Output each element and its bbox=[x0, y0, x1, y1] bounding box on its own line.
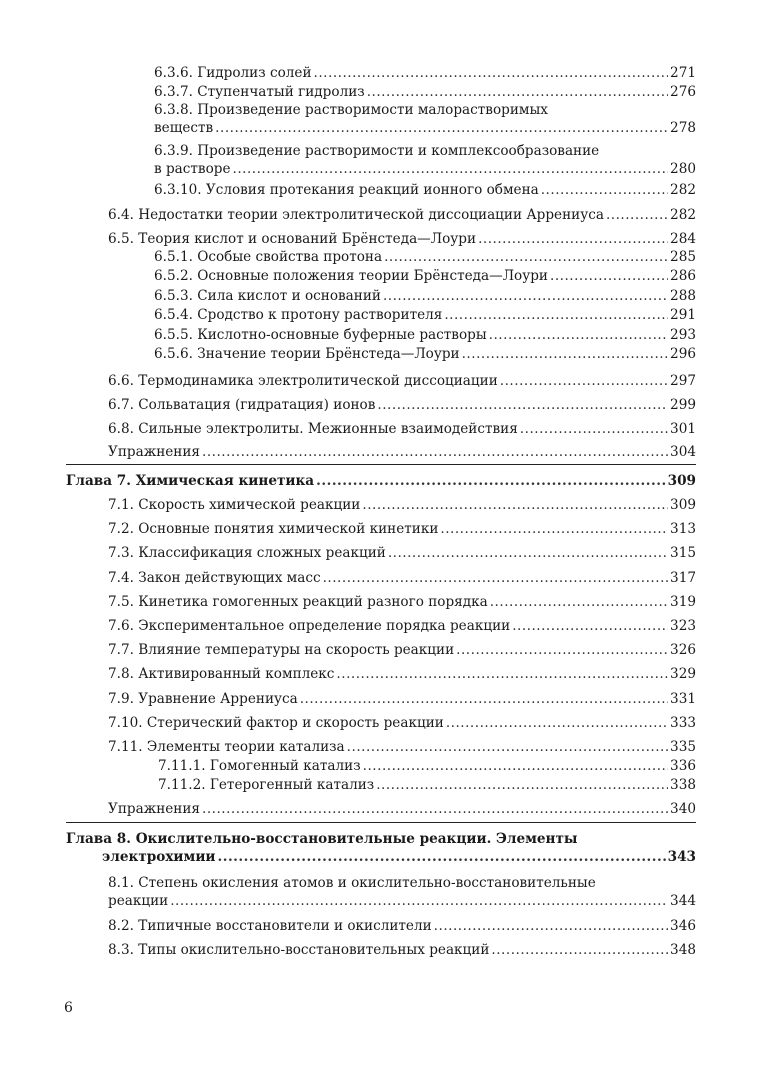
toc-entry-page: 329 bbox=[670, 666, 696, 682]
toc-entry-title: 8.1. Степень окисления атомов и окислительно-восстановительные bbox=[108, 875, 596, 891]
toc-entry-page: 276 bbox=[670, 84, 696, 100]
toc-entry-page: 286 bbox=[670, 268, 696, 284]
dot-leader bbox=[336, 665, 668, 683]
toc-entry[interactable] bbox=[66, 472, 696, 490]
toc-entry-page: 338 bbox=[670, 777, 696, 793]
toc-entry-title: 7.11.2. Гетерогенный катализ bbox=[158, 777, 375, 793]
dot-leader bbox=[217, 848, 665, 866]
dot-leader bbox=[444, 306, 668, 324]
toc-entry[interactable] bbox=[66, 420, 696, 438]
chapter-divider bbox=[66, 822, 696, 823]
toc-entry-title: 8.2. Типичные восстановители и окислители bbox=[108, 918, 432, 934]
toc-entry[interactable] bbox=[66, 917, 696, 935]
toc-entry[interactable] bbox=[66, 443, 696, 461]
toc-entry-title: в растворе bbox=[154, 161, 231, 177]
toc-entry-title: 7.10. Стерический фактор и скорость реакции bbox=[108, 715, 444, 731]
toc-entry-title: 6.3.10. Условия протекания реакций ионного обмена bbox=[154, 182, 539, 198]
toc-entry-title: 6.3.9. Произведение растворимости и комплексообразование bbox=[154, 143, 600, 159]
toc-entry-title: 6.3.6. Гидролиз солей bbox=[154, 65, 312, 81]
dot-leader bbox=[383, 287, 668, 305]
toc-entry[interactable] bbox=[66, 496, 696, 514]
dot-leader bbox=[316, 472, 665, 490]
toc-entry-page: 296 bbox=[670, 346, 696, 362]
toc-entry-title: 7.5. Кинетика гомогенных реакций разного порядка bbox=[108, 594, 488, 610]
dot-leader bbox=[491, 941, 668, 959]
toc-entry[interactable] bbox=[66, 593, 696, 611]
toc-entry-title: 8.3. Типы окислительно-восстановительных реакций bbox=[108, 942, 490, 958]
toc-entry[interactable] bbox=[66, 520, 696, 538]
toc-entry-page: 304 bbox=[670, 444, 696, 460]
dot-leader bbox=[489, 326, 668, 344]
toc-entry-page: 319 bbox=[670, 594, 696, 610]
dot-leader bbox=[478, 230, 668, 248]
toc-entry-title: 6.5.3. Сила кислот и оснований bbox=[154, 288, 381, 304]
dot-leader bbox=[512, 617, 668, 635]
toc-entry-title: 6.5.1. Особые свойства протона bbox=[154, 249, 383, 265]
toc-entry-page: 326 bbox=[670, 642, 696, 658]
toc-entry-title: 6.3.7. Ступенчатый гидролиз bbox=[154, 84, 365, 100]
dot-leader bbox=[362, 496, 668, 514]
toc-entry-title: Глава 7. Химическая кинетика bbox=[66, 473, 315, 489]
toc-entry-page: 291 bbox=[670, 307, 696, 323]
toc-entry[interactable] bbox=[66, 714, 696, 732]
dot-leader bbox=[384, 248, 668, 266]
toc-entry-title: 6.5.2. Основные положения теории Брёнстеда—Лоури bbox=[154, 268, 548, 284]
dot-leader bbox=[323, 569, 668, 587]
toc-entry-title: 7.11.1. Гомогенный катализ bbox=[158, 758, 361, 774]
toc-entry-title: 6.7. Сольватация (гидратация) ионов bbox=[108, 397, 376, 413]
toc-entry-page: 336 bbox=[670, 758, 696, 774]
dot-leader bbox=[446, 714, 668, 732]
dot-leader bbox=[300, 690, 668, 708]
dot-leader bbox=[363, 757, 668, 775]
toc-entry-title: 6.5.4. Сродство к протону растворителя bbox=[154, 307, 443, 323]
toc-entry-page: 299 bbox=[670, 397, 696, 413]
toc-entry-page: 333 bbox=[670, 715, 696, 731]
toc-entry[interactable] bbox=[66, 248, 696, 266]
toc-entry-page: 344 bbox=[670, 893, 696, 909]
dot-leader bbox=[520, 420, 668, 438]
page-number: 6 bbox=[64, 1000, 73, 1016]
toc-entry[interactable] bbox=[66, 830, 696, 866]
toc-entry-page: 297 bbox=[670, 373, 696, 389]
toc-entry-page: 317 bbox=[670, 570, 696, 586]
dot-leader bbox=[490, 593, 668, 611]
dot-leader bbox=[440, 520, 668, 538]
toc-entry[interactable] bbox=[66, 306, 696, 324]
toc-entry[interactable] bbox=[66, 372, 696, 390]
toc-entry[interactable] bbox=[66, 665, 696, 683]
dot-leader bbox=[367, 83, 668, 101]
toc-entry-page: 335 bbox=[670, 739, 696, 755]
toc-entry-page: 343 bbox=[667, 849, 696, 865]
dot-leader bbox=[434, 917, 668, 935]
toc-entry-page: 313 bbox=[670, 521, 696, 537]
toc-entry[interactable] bbox=[66, 690, 696, 708]
toc-entry-title: Упражнения bbox=[108, 444, 200, 460]
toc-entry[interactable] bbox=[66, 326, 696, 344]
toc-entry-page: 293 bbox=[670, 327, 696, 343]
toc-entry[interactable] bbox=[66, 101, 696, 137]
toc-entry-page: 340 bbox=[670, 801, 696, 817]
toc-entry-page: 323 bbox=[670, 618, 696, 634]
toc-entry-title: 7.1. Скорость химической реакции bbox=[108, 497, 361, 513]
toc-entry-page: 346 bbox=[670, 918, 696, 934]
dot-leader bbox=[233, 160, 669, 178]
toc-entry-title: электрохимии bbox=[102, 849, 216, 865]
dot-leader bbox=[347, 738, 668, 756]
toc-entry-page: 301 bbox=[670, 421, 696, 437]
toc-entry[interactable] bbox=[66, 230, 696, 248]
toc-entry-page: 309 bbox=[667, 473, 696, 489]
toc-entry[interactable] bbox=[66, 287, 696, 305]
toc-entry-title: реакции bbox=[108, 893, 169, 909]
toc-entry[interactable] bbox=[66, 345, 696, 363]
dot-leader bbox=[541, 181, 668, 199]
toc-entry-title: 6.5. Теория кислот и оснований Брёнстеда—Лоури bbox=[108, 231, 477, 247]
toc-entry[interactable] bbox=[66, 874, 696, 910]
toc-entry-title: 7.7. Влияние температуры на скорость реакции bbox=[108, 642, 455, 658]
toc-entry-page: 309 bbox=[670, 497, 696, 513]
toc-entry[interactable] bbox=[66, 396, 696, 414]
toc-entry[interactable] bbox=[66, 776, 696, 794]
toc-entry-title: 6.6. Термодинамика электролитической диссоциации bbox=[108, 373, 498, 389]
toc-entry-page: 282 bbox=[670, 182, 696, 198]
toc-entry[interactable] bbox=[66, 267, 696, 285]
toc-entry-title: Глава 8. Окислительно-восстановительные реакции. Элементы bbox=[66, 831, 578, 847]
dot-leader bbox=[202, 443, 668, 461]
toc-entry-title: 7.6. Экспериментальное определение порядка реакции bbox=[108, 618, 511, 634]
chapter-divider bbox=[66, 464, 696, 465]
dot-leader bbox=[314, 64, 669, 82]
toc-entry[interactable] bbox=[66, 641, 696, 659]
toc-entry[interactable] bbox=[66, 142, 696, 178]
toc-entry[interactable] bbox=[66, 738, 696, 756]
dot-leader bbox=[606, 206, 668, 224]
toc-entry-title: 7.3. Классификация сложных реакций bbox=[108, 545, 386, 561]
toc-entry-page: 282 bbox=[670, 207, 696, 223]
dot-leader bbox=[202, 800, 668, 818]
toc-entry-title: 6.5.6. Значение теории Брёнстеда—Лоури bbox=[154, 346, 460, 362]
toc-entry-page: 285 bbox=[670, 249, 696, 265]
toc-entry[interactable] bbox=[66, 617, 696, 635]
toc-entry[interactable] bbox=[66, 544, 696, 562]
toc-entry-page: 280 bbox=[670, 161, 696, 177]
dot-leader bbox=[456, 641, 668, 659]
toc-entry[interactable] bbox=[66, 64, 696, 82]
toc-entry-page: 278 bbox=[670, 120, 696, 136]
dot-leader bbox=[462, 345, 668, 363]
toc-entry-title: 7.4. Закон действующих масс bbox=[108, 570, 321, 586]
toc-entry[interactable] bbox=[66, 569, 696, 587]
toc-entry-title: 6.5.5. Кислотно-основные буферные растворы bbox=[154, 327, 487, 343]
toc-entry-title: 6.8. Сильные электролиты. Межионные взаимодействия bbox=[108, 421, 518, 437]
toc-entry-page: 348 bbox=[670, 942, 696, 958]
dot-leader bbox=[500, 372, 668, 390]
toc-entry[interactable] bbox=[66, 941, 696, 959]
toc-entry-title: 7.9. Уравнение Аррениуса bbox=[108, 691, 298, 707]
toc-entry[interactable] bbox=[66, 206, 696, 224]
toc-entry-page: 284 bbox=[670, 231, 696, 247]
toc-entry-title: 6.4. Недостатки теории электролитической диссоциации Аррениуса bbox=[108, 207, 604, 223]
toc-entry-title: 7.11. Элементы теории катализа bbox=[108, 739, 345, 755]
dot-leader bbox=[388, 544, 668, 562]
toc-entry-title: 6.3.8. Произведение растворимости малорастворимых bbox=[154, 102, 548, 118]
toc-entry-page: 331 bbox=[670, 691, 696, 707]
toc-entry-title: веществ bbox=[154, 120, 214, 136]
toc-entry-title: 7.2. Основные понятия химической кинетики bbox=[108, 521, 439, 537]
toc-entry-page: 288 bbox=[670, 288, 696, 304]
dot-leader bbox=[377, 396, 668, 414]
dot-leader bbox=[550, 267, 668, 285]
toc-entry[interactable] bbox=[66, 181, 696, 199]
toc-entry[interactable] bbox=[66, 800, 696, 818]
toc-entry[interactable] bbox=[66, 757, 696, 775]
toc-entry-page: 271 bbox=[670, 65, 696, 81]
dot-leader bbox=[376, 776, 668, 794]
toc-entry-page: 315 bbox=[670, 545, 696, 561]
toc-entry[interactable] bbox=[66, 83, 696, 101]
toc-entry-title: 7.8. Активированный комплекс bbox=[108, 666, 335, 682]
dot-leader bbox=[170, 892, 668, 910]
toc-entry-title: Упражнения bbox=[108, 801, 200, 817]
dot-leader bbox=[215, 119, 668, 137]
